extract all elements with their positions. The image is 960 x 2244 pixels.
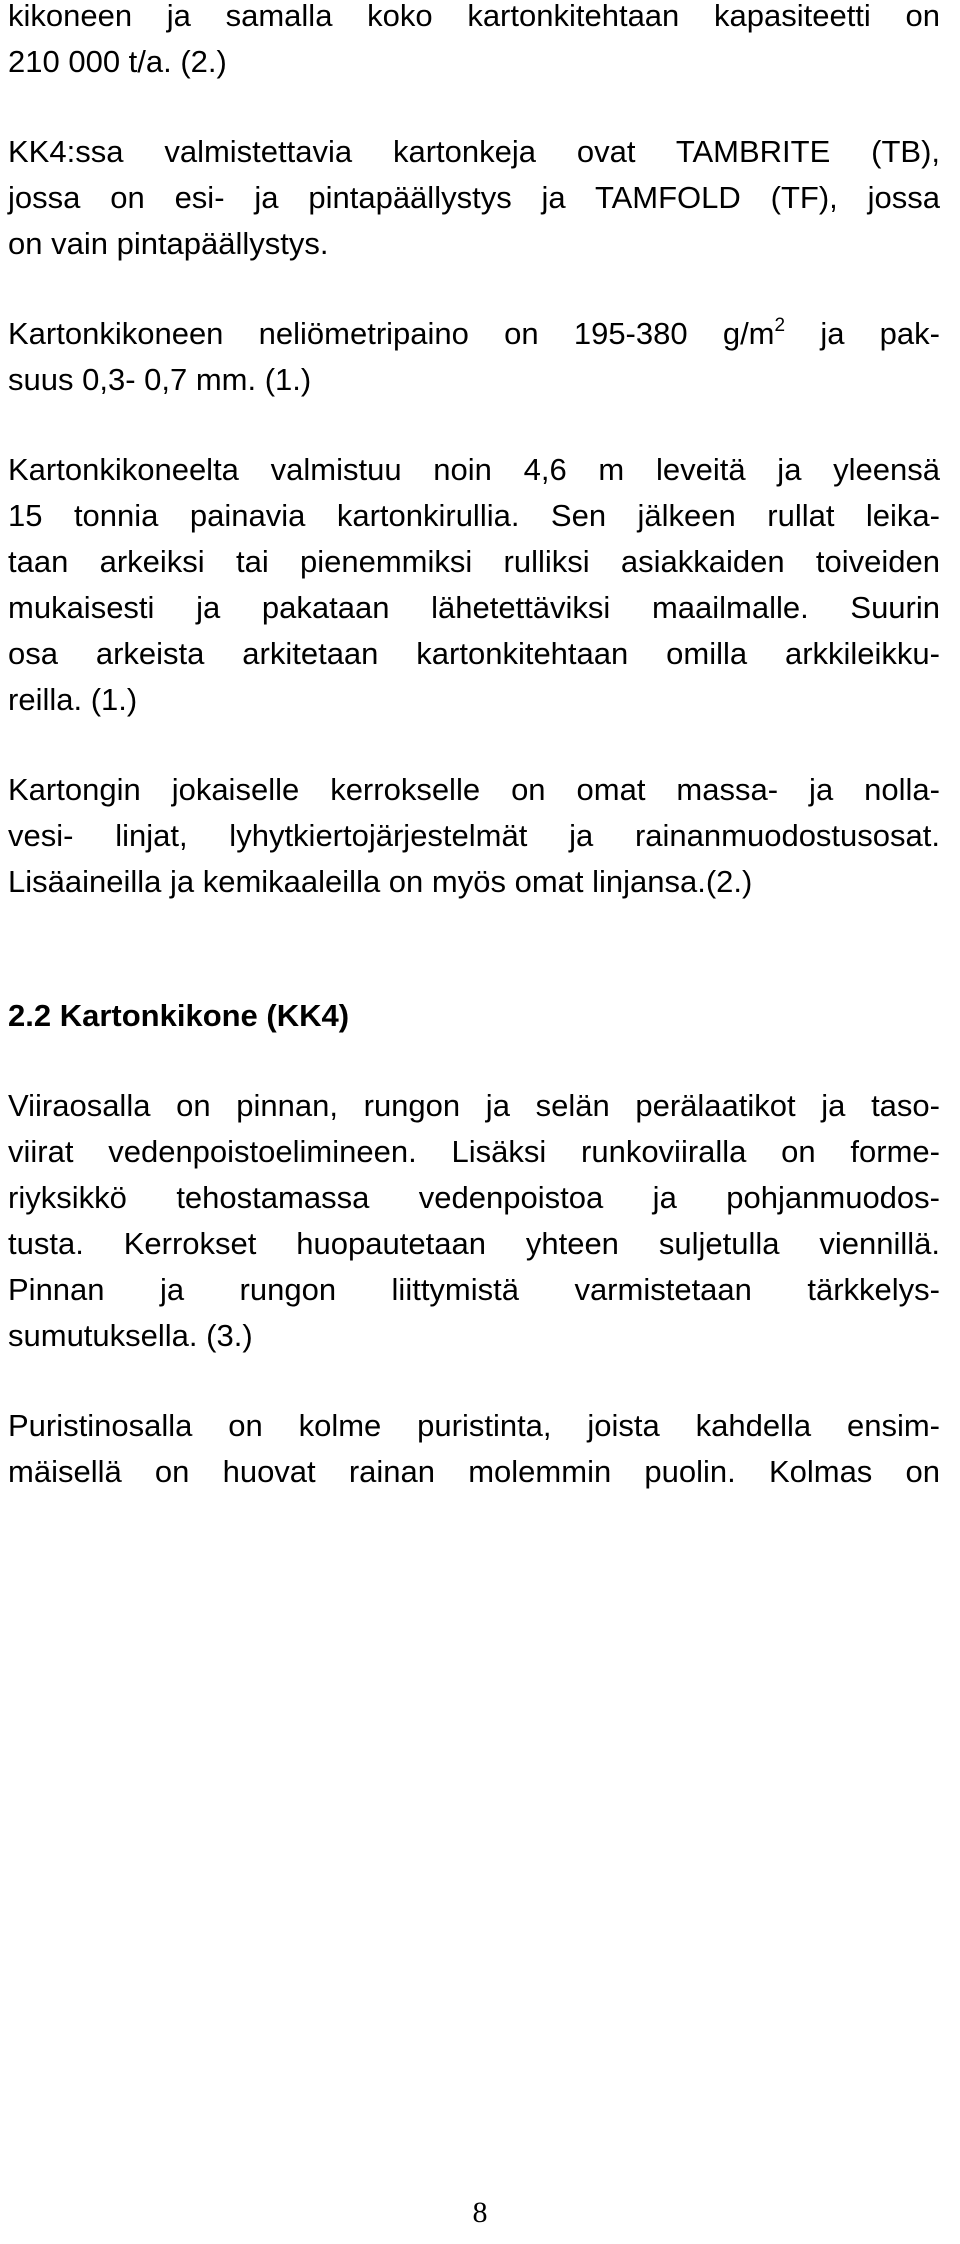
paragraph-line: 210 000 t/a. (2.) [8,44,227,79]
paragraph-line: sumutuksella. (3.) [8,1318,253,1353]
paragraph-line: 15 tonnia painavia kartonkirullia. Sen jälkeen rullat leika- [8,498,940,533]
paragraph-line: suus 0,3- 0,7 mm. (1.) [8,362,312,397]
paragraph-line: Lisäaineilla ja kemikaaleilla on myös omat linjansa.(2.) [8,864,753,899]
paragraph-line: kikoneen ja samalla koko kartonkitehtaan kapasiteetti on [8,0,940,33]
text-segment: ja pak- [785,316,940,351]
paragraph-line: osa arkeista arkitetaan kartonkitehtaan omilla arkkileikku- [8,636,940,671]
paragraph-line: Viiraosalla on pinnan, rungon ja selän perälaatikot ja taso- [8,1088,940,1123]
paragraph-line: vesi- linjat, lyhytkiertojärjestelmät ja rainanmuodostusosat. [8,818,940,853]
paragraph-line: tusta. Kerrokset huopautetaan yhteen suljetulla viennillä. [8,1226,940,1261]
text-segment: Kartonkikoneen neliömetripaino on 195-380 g/m [8,316,775,351]
paragraph-line [8,314,940,354]
paragraph-line: Kartongin jokaiselle kerrokselle on omat massa- ja nolla- [8,772,940,807]
page-number: 8 [472,2196,488,2229]
paragraph-line: reilla. (1.) [8,682,138,717]
paragraph-line: riyksikkö tehostamassa vedenpoistoa ja pohjanmuodos- [8,1180,940,1215]
paragraph-line: jossa on esi- ja pintapäällystys ja TAMFOLD (TF), jossa [8,180,940,215]
paragraph-line: Kartonkikoneelta valmistuu noin 4,6 m leveitä ja yleensä [8,452,940,487]
superscript: 2 [774,314,786,336]
paragraph-line: on vain pintapäällystys. [8,226,329,261]
paragraph-line: mukaisesti ja pakataan lähetettäviksi maailmalle. Suurin [8,590,940,625]
paragraph-line: mäisellä on huovat rainan molemmin puolin. Kolmas on [8,1454,940,1489]
section-heading: 2.2 Kartonkikone (KK4) [8,998,350,1033]
paragraph-line: Pinnan ja rungon liittymistä varmistetaan tärkkelys- [8,1272,940,1307]
paragraph-line: viirat vedenpoistoelimineen. Lisäksi runkoviiralla on forme- [8,1134,940,1169]
paragraph-line: Puristinosalla on kolme puristinta, joista kahdella ensim- [8,1408,940,1443]
paragraph-line: KK4:ssa valmistettavia kartonkeja ovat TAMBRITE (TB), [8,134,940,169]
paragraph-line: taan arkeiksi tai pienemmiksi rulliksi asiakkaiden toiveiden [8,544,940,579]
